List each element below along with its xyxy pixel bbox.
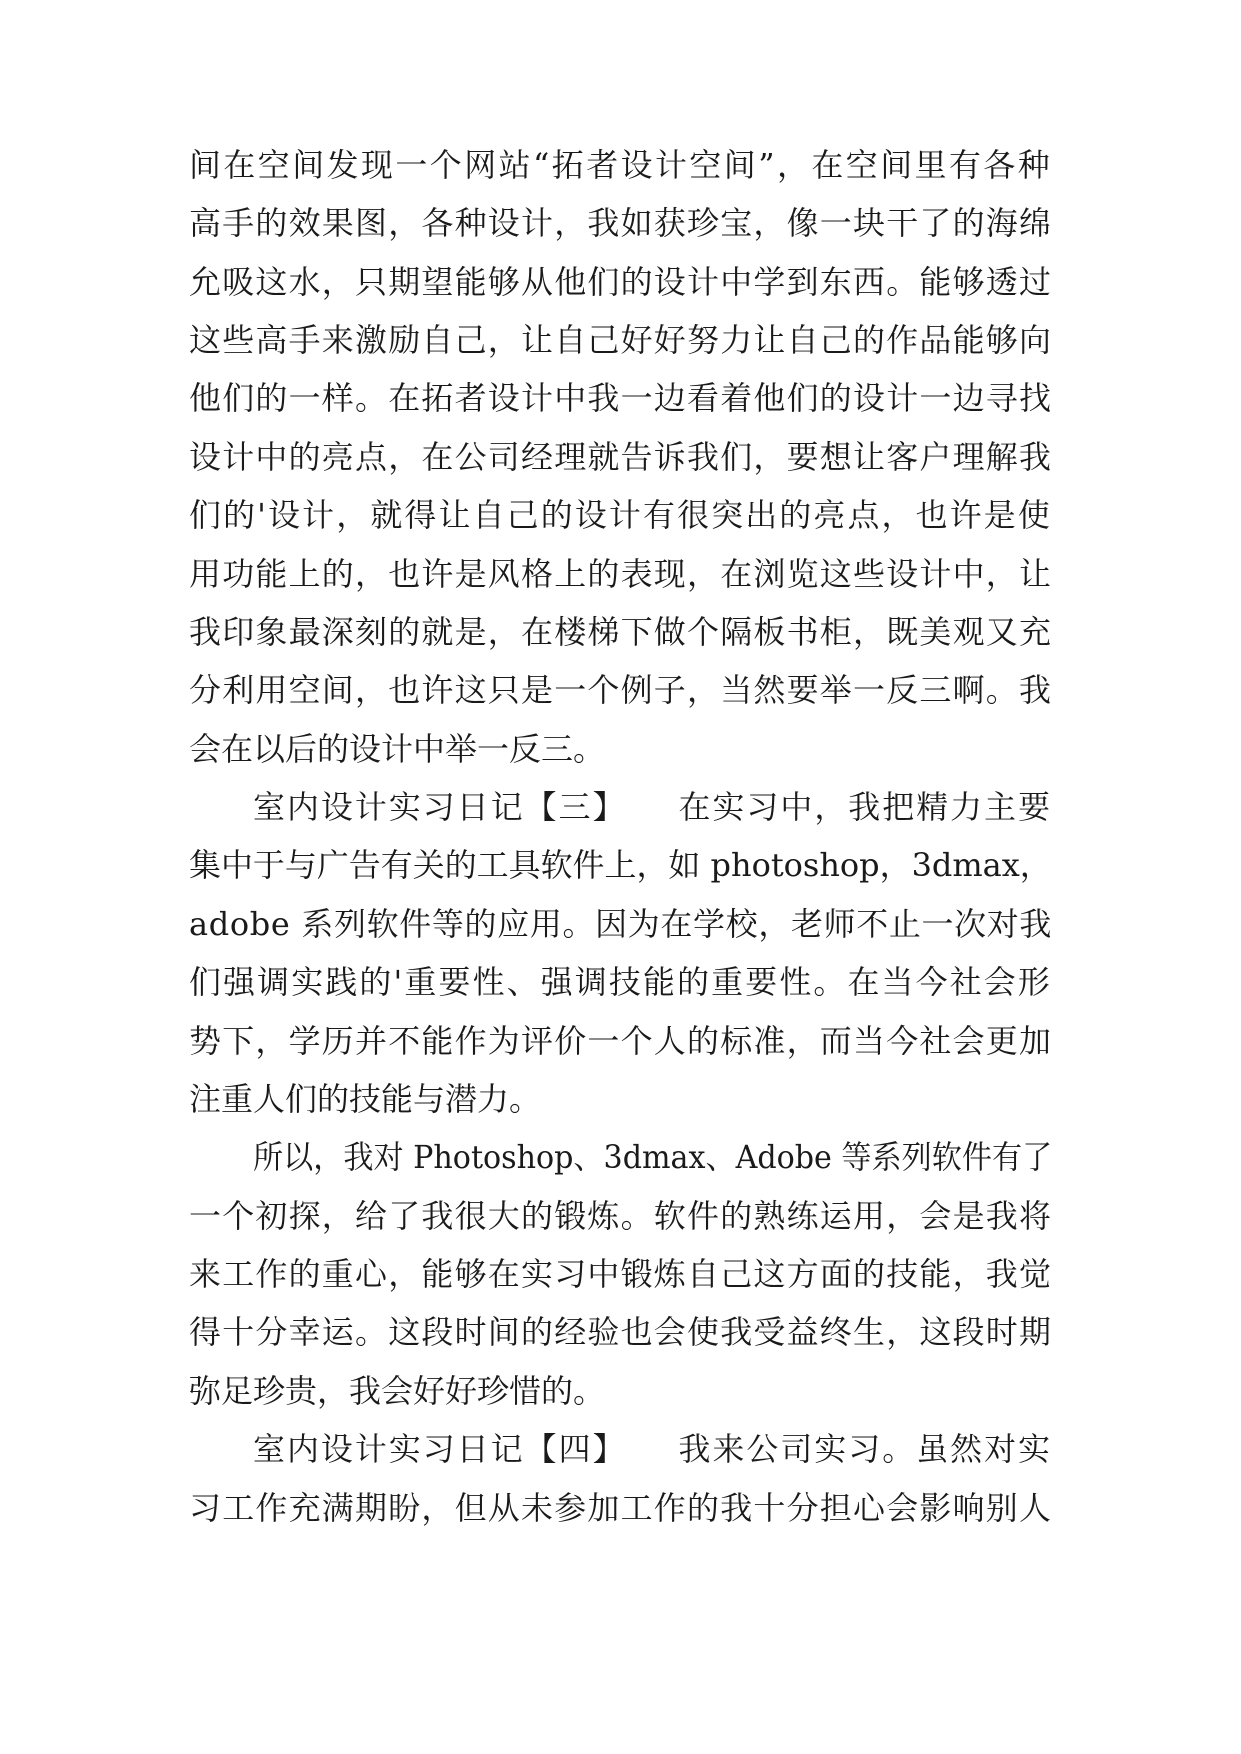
text-line: adobe 系列软件等的应用。因为在学校，老师不止一次对我 <box>189 905 1053 943</box>
text-line: 间在空间发现一个网站“拓者设计空间”，在空间里有各种 <box>189 146 1053 184</box>
text-line: 一个初探，给了我很大的锻炼。软件的熟练运用，会是我将 <box>189 1197 1053 1235</box>
text-line: 我印象最深刻的就是，在楼梯下做个隔板书柜，既美观又充 <box>189 613 1053 651</box>
text-line: 设计中的亮点，在公司经理就告诉我们，要想让客户理解我 <box>189 438 1053 476</box>
diary-heading-line: 室内设计实习日记【四】 我来公司实习。虽然对实 <box>253 1430 1053 1468</box>
text-line: 他们的一样。在拓者设计中我一边看着他们的设计一边寻找 <box>189 379 1053 417</box>
text-line: 会在以后的设计中举一反三。 <box>189 730 606 768</box>
text-line: 集中于与广告有关的工具软件上，如 photoshop，3dmax， <box>189 846 1052 884</box>
text-line: 们的'设计，就得让自己的设计有很突出的亮点，也许是使 <box>189 496 1052 534</box>
text-line: 分利用空间，也许这只是一个例子，当然要举一反三啊。我 <box>189 671 1053 709</box>
text-line: 们强调实践的'重要性、强调技能的重要性。在当今社会形 <box>189 963 1052 1001</box>
text-line: 习工作充满期盼，但从未参加工作的我十分担心会影响别人 <box>189 1489 1053 1527</box>
text-line: 这些高手来激励自己，让自己好好努力让自己的作品能够向 <box>189 321 1053 359</box>
text-line: 来工作的重心，能够在实习中锻炼自己这方面的技能，我觉 <box>189 1255 1053 1293</box>
text-line: 允吸这水，只期望能够从他们的设计中学到东西。能够透过 <box>189 263 1053 301</box>
diary-heading-line: 室内设计实习日记【三】 在实习中，我把精力主要 <box>253 788 1053 826</box>
text-line: 注重人们的技能与潜力。 <box>189 1080 542 1118</box>
paragraph-start-line: 所以，我对 Photoshop、3dmax、Adobe 等系列软件有了 <box>253 1138 1053 1176</box>
text-line: 势下，学历并不能作为评价一个人的标准，而当今社会更加 <box>189 1022 1053 1060</box>
text-line: 弥足珍贵，我会好好珍惜的。 <box>189 1372 606 1410</box>
text-line: 得十分幸运。这段时间的经验也会使我受益终生，这段时期 <box>189 1313 1053 1351</box>
text-line: 高手的效果图，各种设计，我如获珍宝，像一块干了的海绵 <box>189 204 1053 242</box>
text-line: 用功能上的，也许是风格上的表现，在浏览这些设计中，让 <box>189 555 1053 593</box>
